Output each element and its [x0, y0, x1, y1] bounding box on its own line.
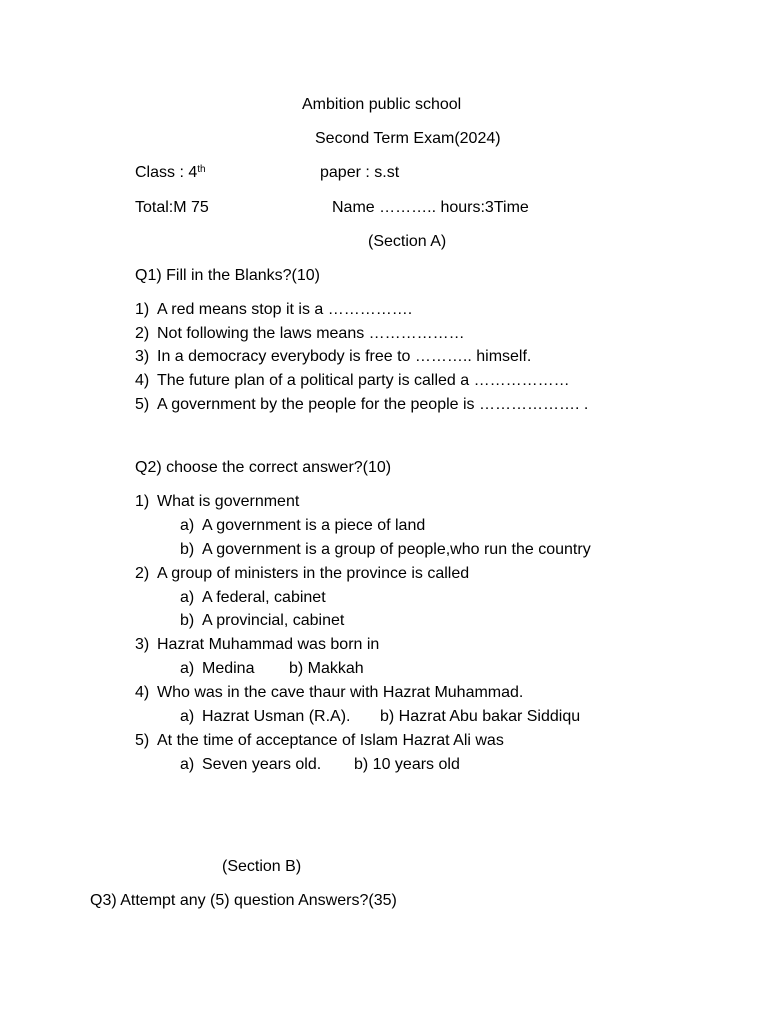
item-number: 5)	[135, 732, 150, 749]
item-text: In a democracy everybody is free to ……….. himself.	[157, 348, 532, 365]
q2-option-alt: b) Hazrat Abu bakar Siddiqu	[380, 708, 581, 725]
q1-item	[135, 300, 412, 320]
item-number: 3)	[135, 348, 150, 365]
q2-option	[180, 540, 591, 560]
exam-title: Second Term Exam(2024)	[315, 130, 501, 147]
class-text: Class : 4	[135, 164, 198, 181]
option-text: A government is a group of people,who run the country	[202, 541, 591, 558]
option-letter: a)	[180, 756, 195, 773]
item-text: Hazrat Muhammad was born in	[157, 636, 380, 653]
q1-item	[135, 371, 570, 391]
option-letter: b)	[180, 612, 195, 629]
item-text: The future plan of a political party is called a ………………	[157, 372, 570, 389]
item-number: 4)	[135, 684, 150, 701]
section-a-title: (Section A)	[368, 233, 447, 250]
option-text: Seven years old.	[202, 756, 322, 773]
name-hours: Name ……….. hours:3Time	[332, 199, 529, 216]
item-number: 1)	[135, 493, 150, 510]
option-letter: a)	[180, 589, 195, 606]
option-text: Medina	[202, 660, 255, 677]
class-superscript: th	[197, 164, 206, 175]
q2-item	[135, 635, 379, 655]
option-text: A federal, cabinet	[202, 589, 326, 606]
item-text: At the time of acceptance of Islam Hazrat Ali was	[157, 732, 504, 749]
option-letter: b)	[180, 541, 195, 558]
total-marks: Total:M 75	[135, 199, 209, 216]
item-text: A group of ministers in the province is called	[157, 565, 470, 582]
item-number: 2)	[135, 325, 150, 342]
q1-item	[135, 324, 465, 344]
option-letter: a)	[180, 708, 195, 725]
option-letter: a)	[180, 517, 195, 534]
class-label	[135, 163, 206, 183]
item-text: Not following the laws means ………………	[157, 325, 465, 342]
q2-option	[180, 755, 321, 775]
q2-option	[180, 611, 344, 631]
option-text: A government is a piece of land	[202, 517, 426, 534]
option-letter: a)	[180, 660, 195, 677]
item-number: 1)	[135, 301, 150, 318]
q1-title: Q1) Fill in the Blanks?(10)	[135, 267, 320, 284]
q2-option	[180, 516, 425, 536]
q3-title: Q3) Attempt any (5) question Answers?(35)	[90, 892, 397, 909]
q1-item	[135, 347, 531, 367]
item-text: A red means stop it is a …………….	[157, 301, 413, 318]
item-text: Who was in the cave thaur with Hazrat Muhammad.	[157, 684, 524, 701]
q2-item	[135, 492, 299, 512]
q2-option-alt: b) 10 years old	[354, 756, 460, 773]
q2-title: Q2) choose the correct answer?(10)	[135, 459, 392, 476]
section-b-title: (Section B)	[222, 858, 302, 875]
option-text: A provincial, cabinet	[202, 612, 345, 629]
item-number: 4)	[135, 372, 150, 389]
item-text: A government by the people for the people is ………………. .	[157, 396, 589, 413]
q2-item	[135, 683, 523, 703]
q1-item	[135, 395, 588, 415]
q2-item	[135, 564, 469, 584]
paper-label: paper : s.st	[320, 164, 400, 181]
item-number: 5)	[135, 396, 150, 413]
q2-option	[180, 707, 350, 727]
option-text: Hazrat Usman (R.A).	[202, 708, 351, 725]
q2-item	[135, 731, 504, 751]
item-number: 2)	[135, 565, 150, 582]
item-number: 3)	[135, 636, 150, 653]
school-name: Ambition public school	[302, 96, 462, 113]
q2-option-alt: b) Makkah	[289, 660, 364, 677]
q2-option	[180, 588, 326, 608]
item-text: What is government	[157, 493, 300, 510]
q2-option	[180, 659, 254, 679]
